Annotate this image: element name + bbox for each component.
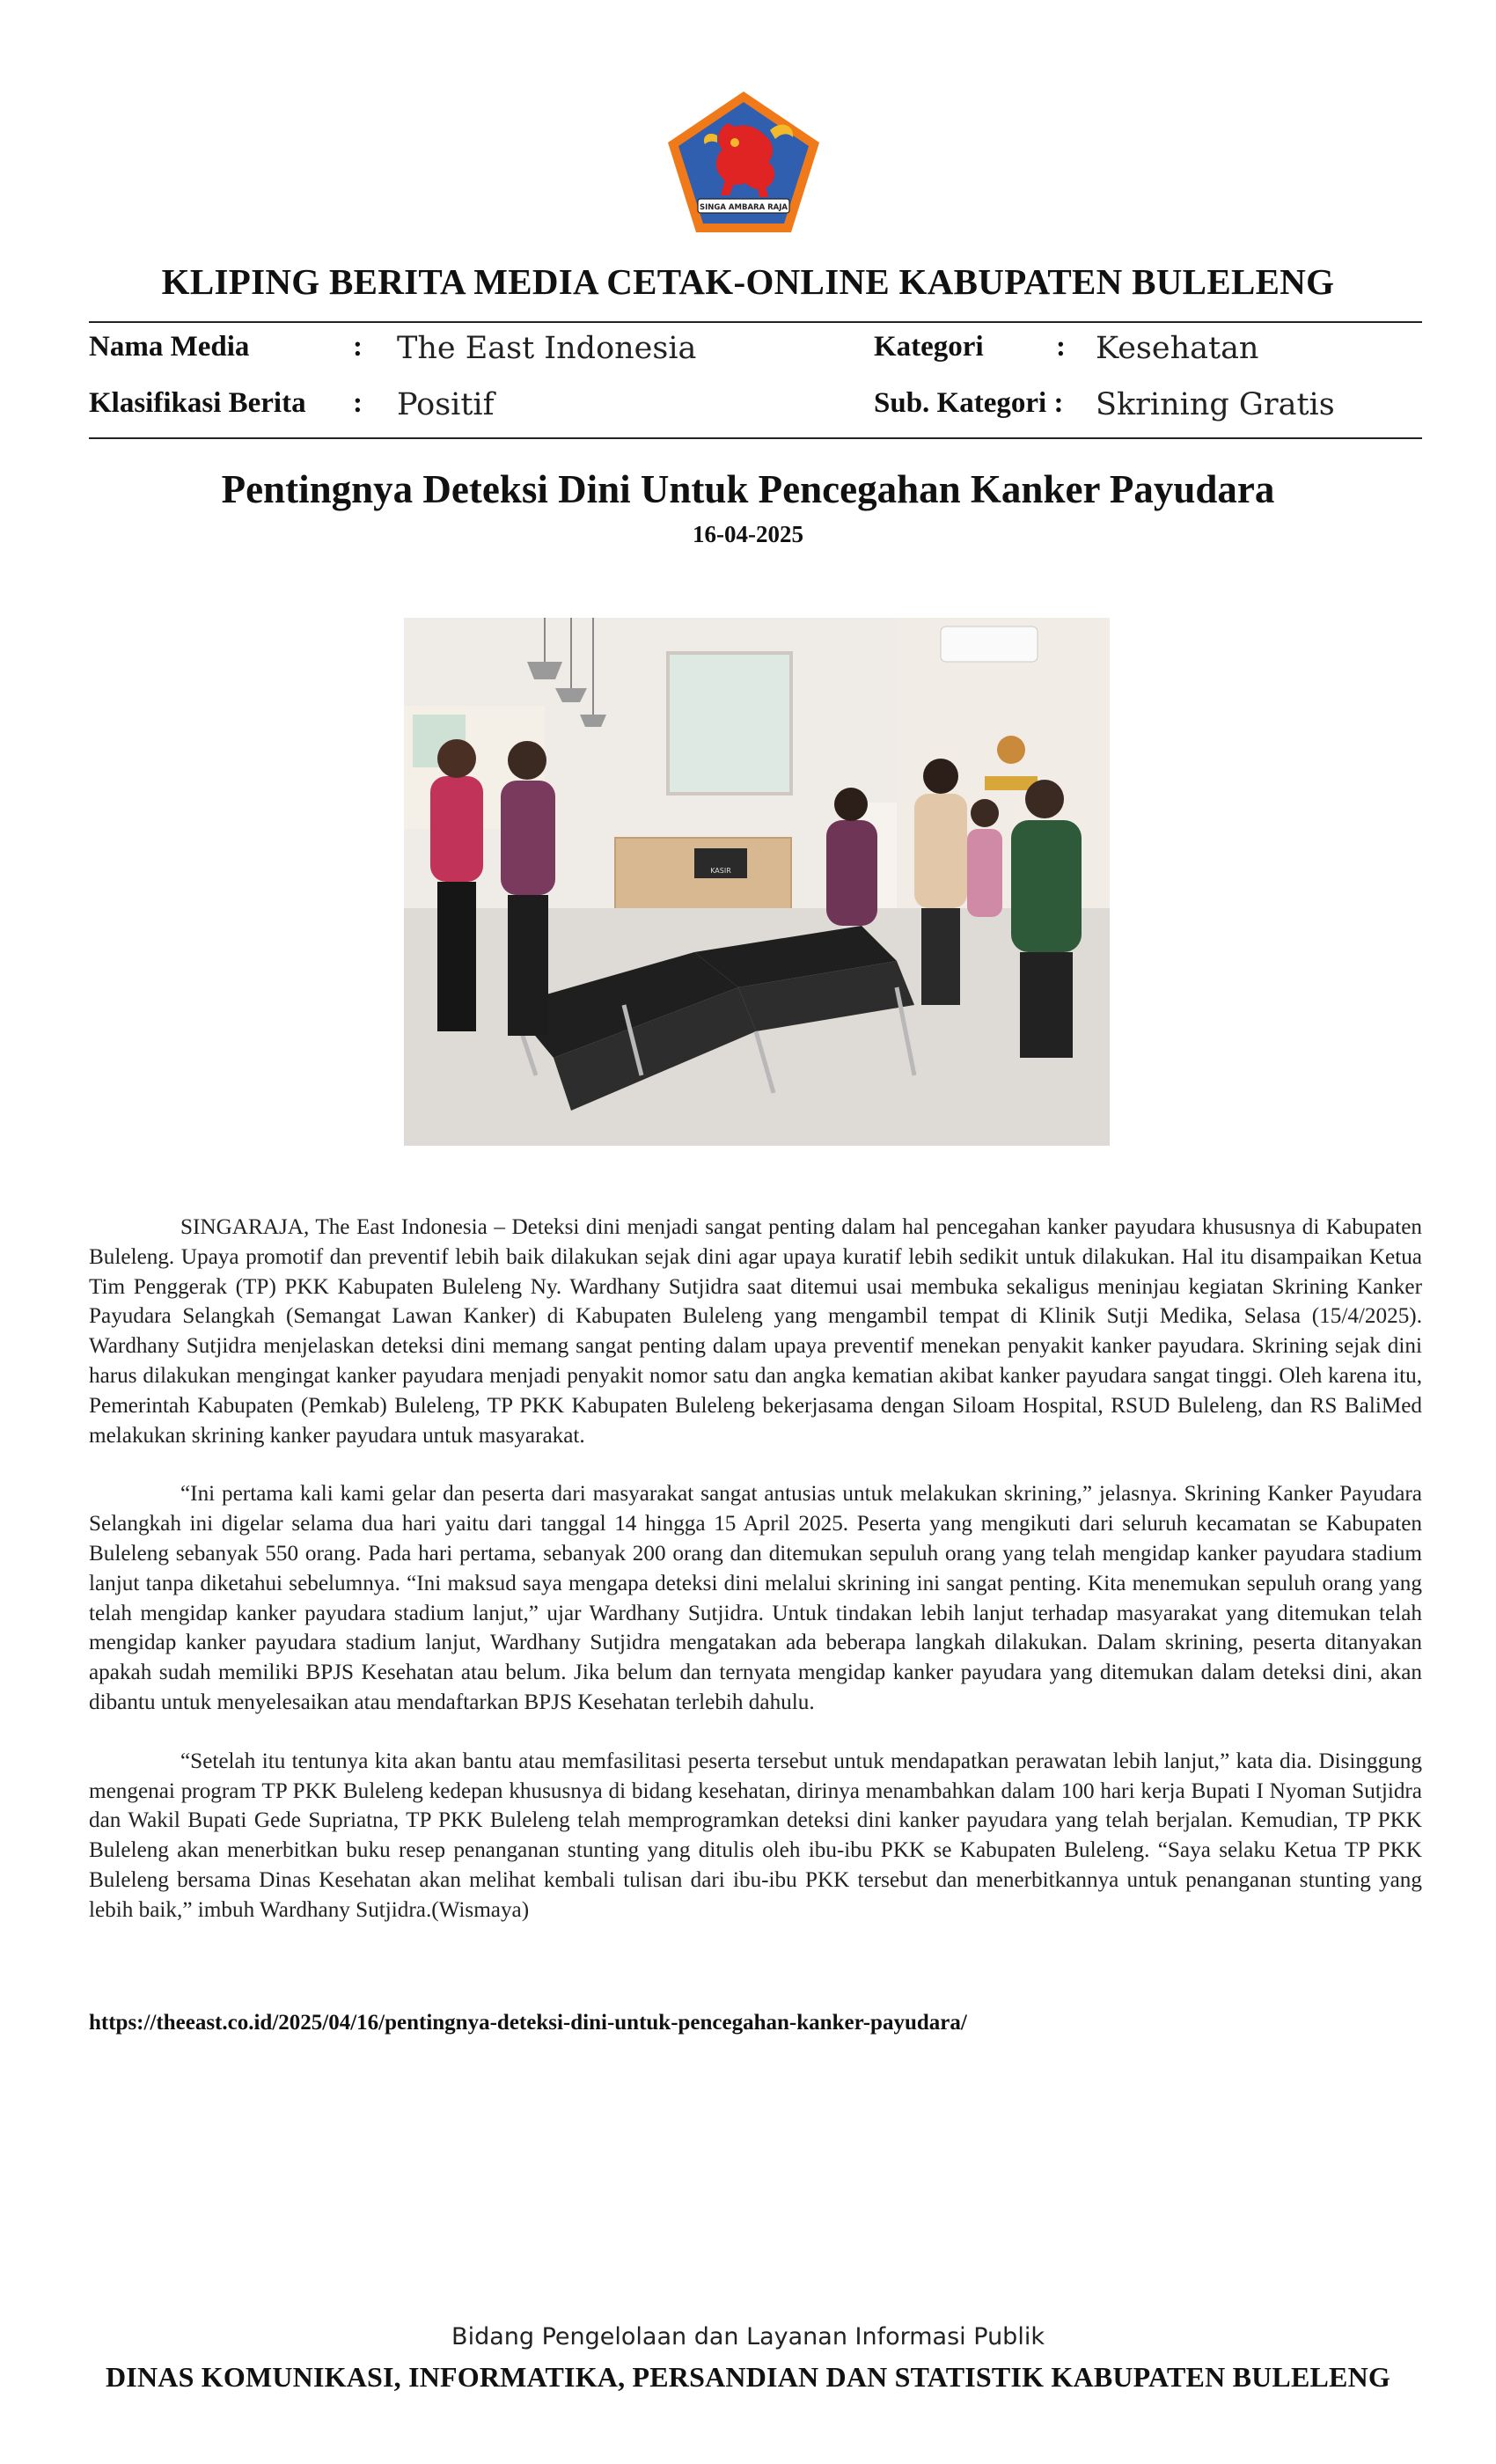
buleleng-regency-logo [664,88,823,236]
article-title: Pentingnya Deteksi Dini Untuk Pencegahan Kanker Payudara [221,467,1275,511]
article-paragraph: “Ini pertama kali kami gelar dan peserta dari masyarakat sangat antusias untuk melakukan skrining,” jelasnya. Skrining Kanker Payudara Selangkah ini digelar selama dua hari yaitu dari tanggal 14 hingga 15 April 2025. Peserta yang mengikuti dari seluruh kecamatan se Kabupaten Buleleng sebanyak 550 orang. Pada hari pertama, sebanyak 200 orang dan ditemukan sepuluh orang yang telah mengidap kanker payudara stadium lanjut tanpa diketahui sebelumnya. “Ini maksud saya mengapa deteksi dini melalui skrining ini sangat penting. Kita menemukan sepuluh orang yang telah mengidap kanker payudara stadium lanjut,” ujar Wardhany Sutjidra. Untuk tindakan lebih lanjut terhadap masyarakat yang ditemukan telah mengidap kanker payudara stadium lanjut, Wardhany Sutjidra mengatakan ada beberapa langkah dilakukan. Dalam skrining, peserta ditanyakan apakah sudah memiliki BPJS Kesehatan atau belum. Jika belum dan ternyata mengidap kanker payudara yang ditemukan dalam deteksi dini, akan dibantu untuk menyelesaikan atau mendaftarkan BPJS Kesehatan terlebih dahulu. [89,1482,1422,1714]
meta-colon: : [353,387,363,419]
clipping-header-title: KLIPING BERITA MEDIA CETAK-ONLINE KABUPATEN BULELENG [161,261,1335,302]
meta-colon: : [353,331,363,363]
klasifikasi-value: Positif [397,387,495,422]
kategori-label: Kategori [874,331,984,363]
meta-colon: : [1056,331,1066,363]
cashier-sign: KASIR [710,867,731,875]
header-rule-top [89,321,1422,323]
klasifikasi-label: Klasifikasi Berita [89,387,306,419]
article-photo [404,618,1110,1146]
nama-media-label: Nama Media [89,331,250,363]
sub-kategori-label: Sub. Kategori : [874,387,1064,419]
source-url-link[interactable]: https://theeast.co.id/2025/04/16/pentingnya-deteksi-dini-untuk-pencegahan-kanker-payudara/ [89,2011,967,2035]
article-paragraph: SINGARAJA, The East Indonesia – Deteksi dini menjadi sangat penting dalam hal pencegahan kanker payudara khususnya di Kabupaten Buleleng. Upaya promotif dan preventif lebih baik dilakukan sejak dini agar upaya kuratif lebih sedikit untuk dilakukan. Hal itu disampaikan Ketua Tim Penggerak (TP) PKK Kabupaten Buleleng Ny. Wardhany Sutjidra saat ditemui usai membuka sekaligus meninjau kegiatan Skrining Kanker Payudara Selangkah (Semangat Lawan Kanker) di Kabupaten Buleleng yang mengambil tempat di Klinik Sutji Medika, Selasa (15/4/2025). Wardhany Sutjidra menjelaskan deteksi dini memang sangat penting dalam upaya preventif menekan penyakit kanker payudara. Skrining sejak dini harus dilakukan mengingat kanker payudara menjadi penyakit nomor satu dan angka kematian akibat kanker payudara sangat tinggi. Oleh karena itu, Pemerintah Kabupaten (Pemkab) Buleleng, TP PKK Kabupaten Buleleng bekerjasama dengan Siloam Hospital, RSUD Buleleng, dan RS BaliMed melakukan skrining kanker payudara untuk masyarakat. [89,1215,1422,1448]
sub-kategori-value: Skrining Gratis [1096,387,1335,422]
nama-media-value: The East Indonesia [397,331,697,366]
lion-crest-icon [664,88,823,236]
footer-department: DINAS KOMUNIKASI, INFORMATIKA, PERSANDIAN DAN STATISTIK KABUPATEN BULELENG [105,2361,1391,2393]
clinic-visit-photo [404,618,1110,1146]
article-date: 16-04-2025 [693,521,803,547]
header-rule-bottom [89,437,1422,439]
article-body [89,1213,1422,1954]
logo-motto: SINGA AMBARA RAJA [700,203,788,212]
article-paragraph: “Setelah itu tentunya kita akan bantu atau memfasilitasi peserta tersebut untuk mendapatkan perawatan lebih lanjut,” kata dia. Disinggung mengenai program TP PKK Buleleng kedepan khususnya di bidang kesehatan, dirinya menambahkan dalam 100 hari kerja Bupati I Nyoman Sutjidra dan Wakil Bupati Gede Supriatna, TP PKK Buleleng telah memprogramkan deteksi dini kanker payudara yang telah berjalan. Kemudian, TP PKK Buleleng akan menerbitkan buku resep penanganan stunting yang ditulis oleh ibu-ibu PKK se Kabupaten Buleleng. “Saya selaku Ketua TP PKK Buleleng bersama Dinas Kesehatan akan melihat kembali tulisan dari ibu-ibu PKK tersebut dan menerbitkannya untuk penanganan stunting yang lebih baik,” imbuh Wardhany Sutjidra.(Wismaya) [89,1749,1422,1922]
footer-subtitle: Bidang Pengelolaan dan Layanan Informasi Publik [451,2323,1045,2350]
kategori-value: Kesehatan [1096,331,1259,366]
